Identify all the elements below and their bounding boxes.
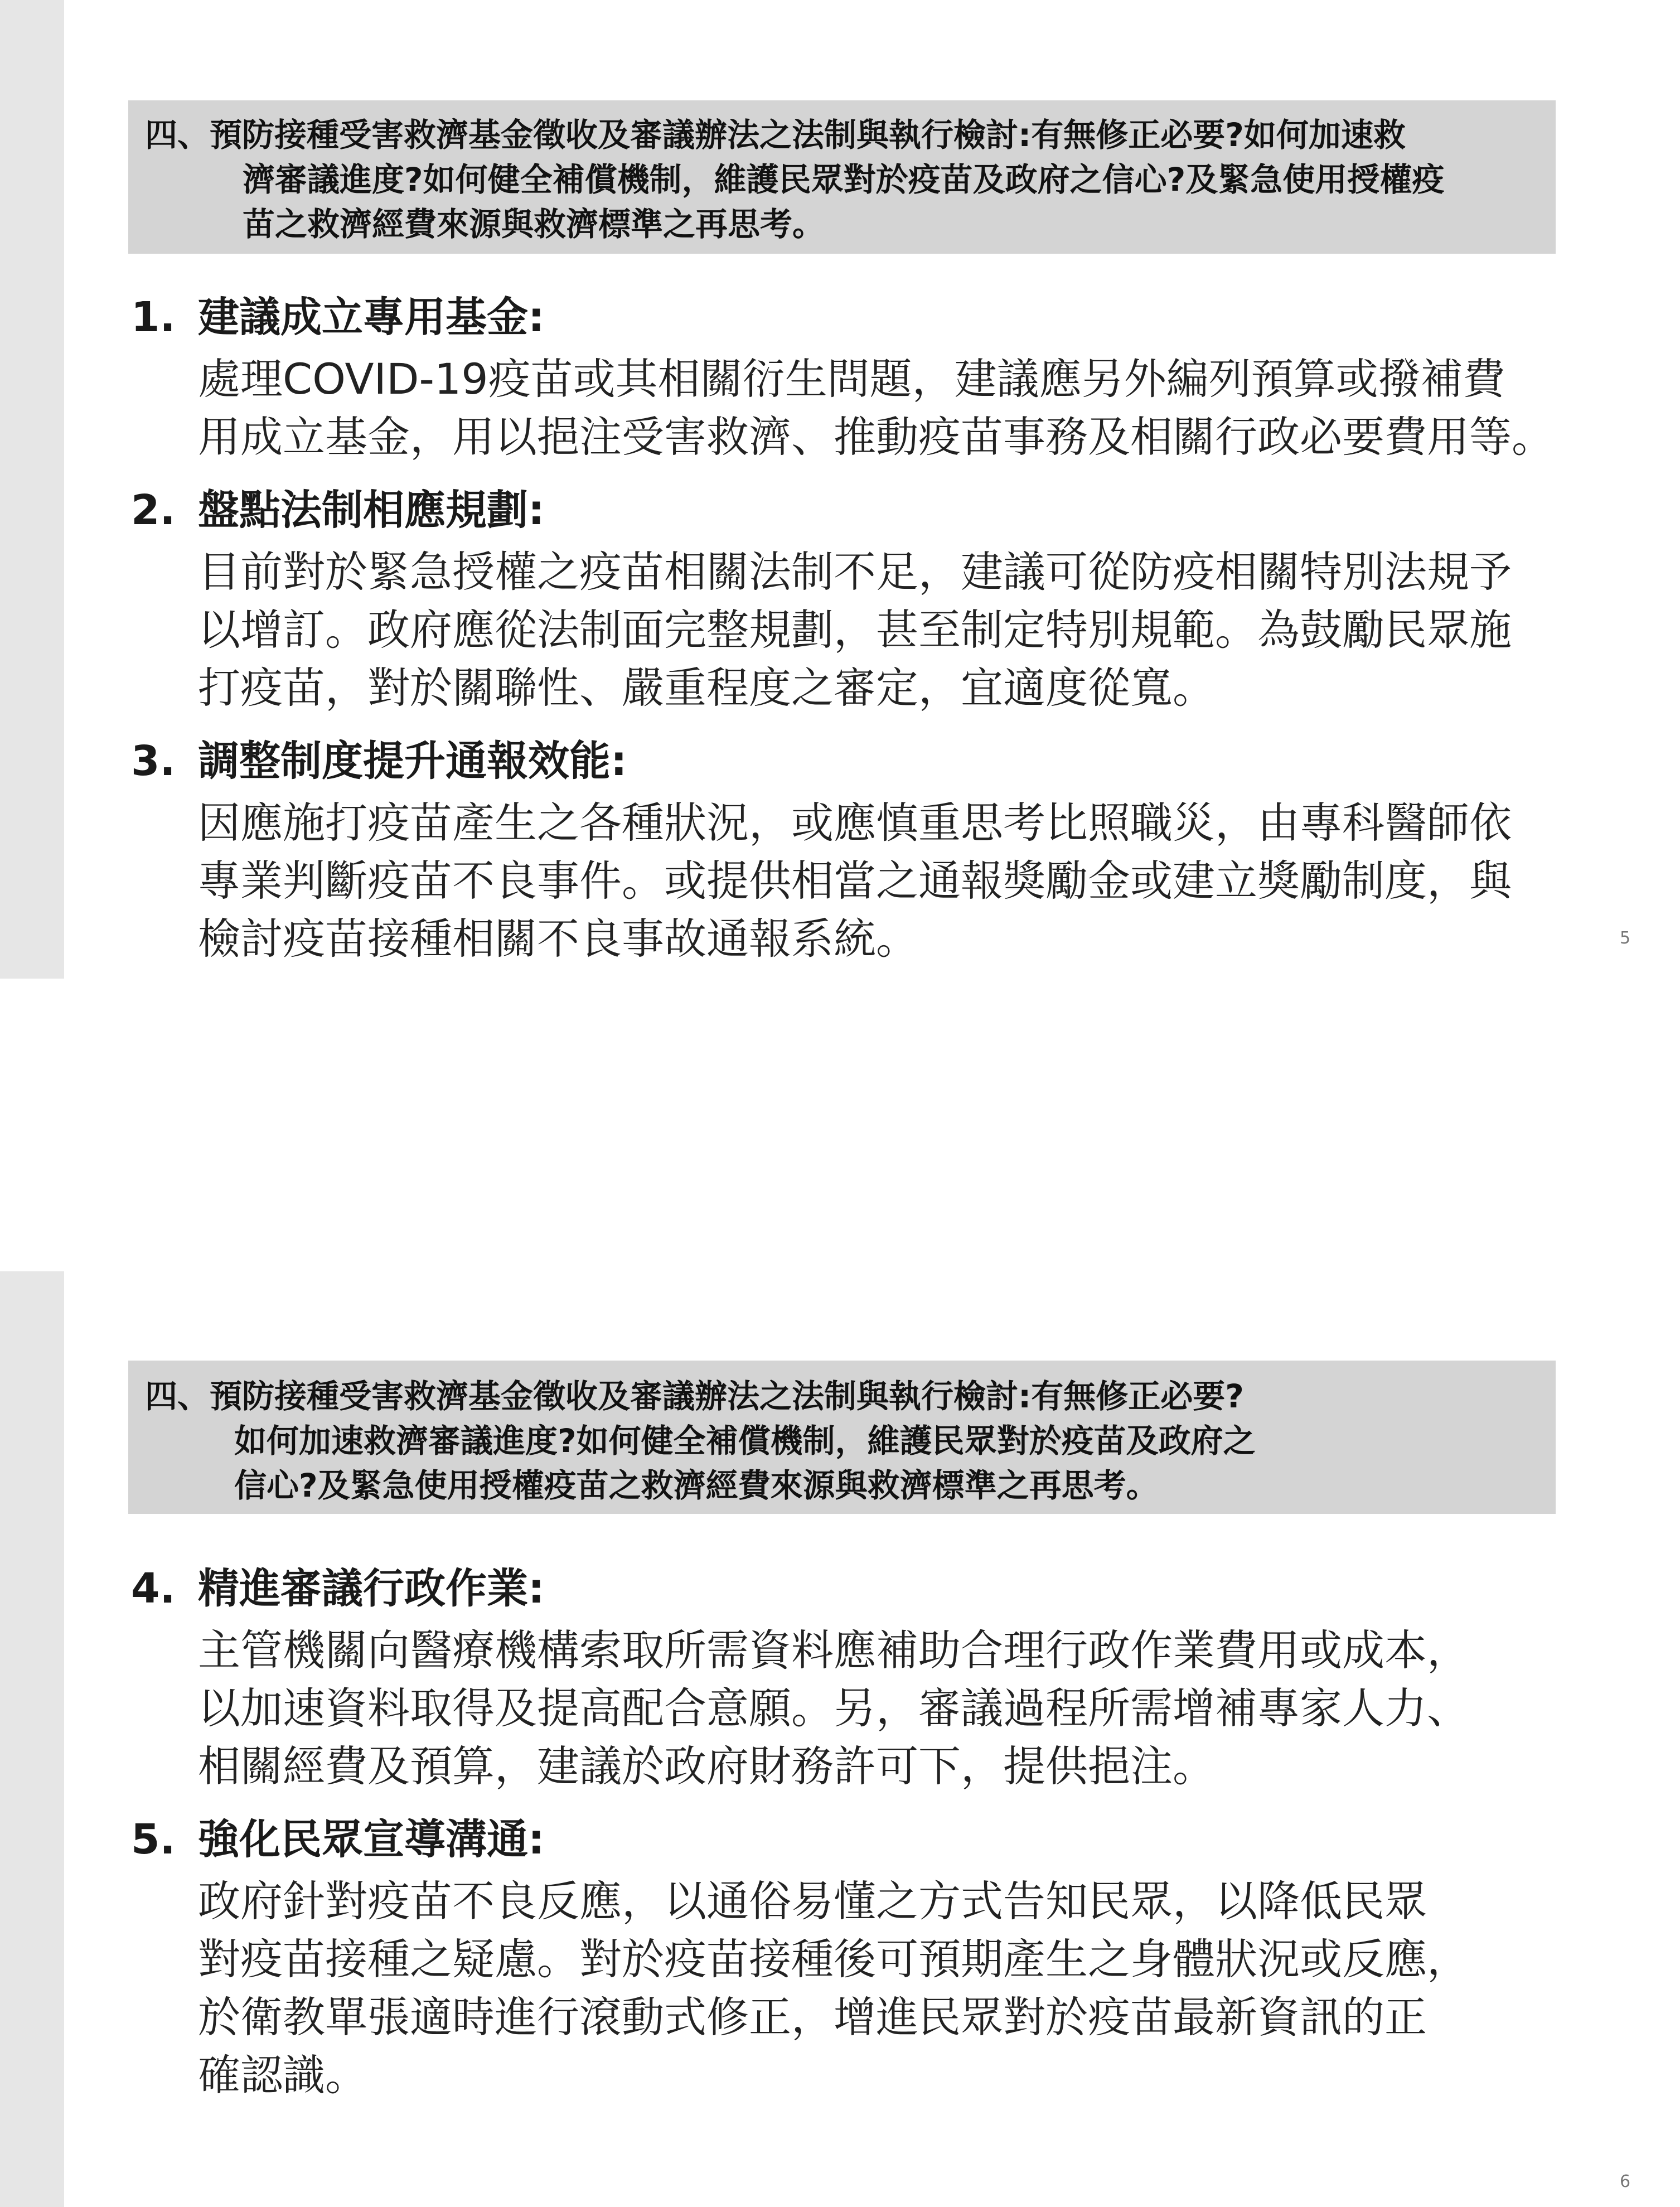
recommendation-title-text: 調整制度提升通報效能:: [198, 737, 627, 785]
recommendation-number: 5.: [131, 1816, 176, 1864]
left-margin-stripe: [0, 1271, 64, 2207]
body-line: 因應施打疫苗產生之各種狀況，或應慎重思考比照職災，由專科醫師依: [198, 798, 1512, 848]
body-line: 相關經費及預算，建議於政府財務許可下，提供挹注。: [198, 1741, 1215, 1791]
recommendation-item: [131, 1807, 1637, 2104]
recommendation-number: 1.: [131, 293, 176, 341]
recommendation-body: [131, 794, 1637, 968]
recommendation-body: [131, 350, 1637, 466]
recommendation-item: [131, 477, 1637, 717]
body-line: 處理COVID-19疫苗或其相關衍生問題，建議應另外編列預算或撥補費: [198, 354, 1505, 404]
body-line: 於衛教單張適時進行滾動式修正，增進民眾對於疫苗最新資訊的正: [198, 1992, 1427, 2042]
recommendation-title-text: 精進審議行政作業:: [198, 1565, 545, 1613]
recommendation-title-text: 盤點法制相應規劃:: [198, 486, 545, 534]
recommendation-title: [131, 1556, 1637, 1622]
section-header-line: 苗之救濟經費來源與救濟標準之再思考。: [243, 205, 825, 243]
recommendation-title: [131, 1807, 1637, 1872]
page-number: 5: [1620, 928, 1631, 948]
body-line: 對疫苗接種之疑慮。對於疫苗接種後可預期產生之身體狀況或反應，: [198, 1934, 1469, 1984]
section-header-line: 四、預防接種受害救濟基金徵收及審議辦法之法制與執行檢討:有無修正必要?如何加速救: [145, 116, 1406, 154]
recommendation-body: [131, 1872, 1637, 2104]
left-margin-stripe: [0, 0, 64, 979]
recommendation-title-text: 強化民眾宣導溝通:: [198, 1816, 545, 1864]
recommendation-item: [131, 1556, 1637, 1795]
body-line: 專業判斷疫苗不良事件。或提供相當之通報獎勵金或建立獎勵制度，與: [198, 856, 1512, 906]
section-header-line: 四、預防接種受害救濟基金徵收及審議辦法之法制與執行檢討:有無修正必要?: [145, 1377, 1244, 1415]
body-line: 目前對於緊急授權之疫苗相關法制不足，建議可從防疫相關特別法規予: [198, 547, 1512, 597]
recommendation-list: [131, 284, 1637, 979]
body-line: 以增訂。政府應從法制面完整規劃，甚至制定特別規範。為鼓勵民眾施: [198, 605, 1512, 655]
body-line: 確認識。: [198, 2050, 367, 2100]
recommendation-body: [131, 1622, 1637, 1795]
section-header: [128, 100, 1556, 254]
body-line: 檢討疫苗接種相關不良事故通報系統。: [198, 914, 918, 964]
recommendation-body: [131, 543, 1637, 717]
section-header-line: 如何加速救濟審議進度?如何健全補償機制，維護民眾對於疫苗及政府之: [234, 1422, 1256, 1460]
recommendation-title-text: 建議成立專用基金:: [198, 293, 545, 341]
recommendation-item: [131, 728, 1637, 968]
body-line: 打疫苗，對於關聯性、嚴重程度之審定，宜適度從寬。: [198, 663, 1215, 713]
recommendation-list: [131, 1556, 1637, 2116]
body-line: 以加速資料取得及提高配合意願。另，審議過程所需增補專家人力、: [198, 1683, 1469, 1733]
recommendation-number: 3.: [131, 737, 176, 785]
recommendation-title: [131, 284, 1637, 350]
page-number: 6: [1620, 2172, 1631, 2191]
section-header-line: 濟審議進度?如何健全補償機制，維護民眾對於疫苗及政府之信心?及緊急使用授權疫: [243, 161, 1445, 199]
body-line: 用成立基金，用以挹注受害救濟、推動疫苗事務及相關行政必要費用等。: [198, 412, 1554, 462]
recommendation-number: 4.: [131, 1565, 176, 1613]
section-header-line: 信心?及緊急使用授權疫苗之救濟經費來源與救濟標準之再思考。: [234, 1467, 1159, 1504]
recommendation-item: [131, 284, 1637, 466]
slide-page-5: [0, 0, 1680, 981]
recommendation-title: [131, 728, 1637, 794]
slide-page-6: [0, 1271, 1680, 2207]
recommendation-title: [131, 477, 1637, 543]
recommendation-number: 2.: [131, 486, 176, 534]
body-line: 政府針對疫苗不良反應，以通俗易懂之方式告知民眾，以降低民眾: [198, 1876, 1427, 1926]
body-line: 主管機關向醫療機構索取所需資料應補助合理行政作業費用或成本，: [198, 1625, 1469, 1675]
section-header: [128, 1361, 1556, 1514]
